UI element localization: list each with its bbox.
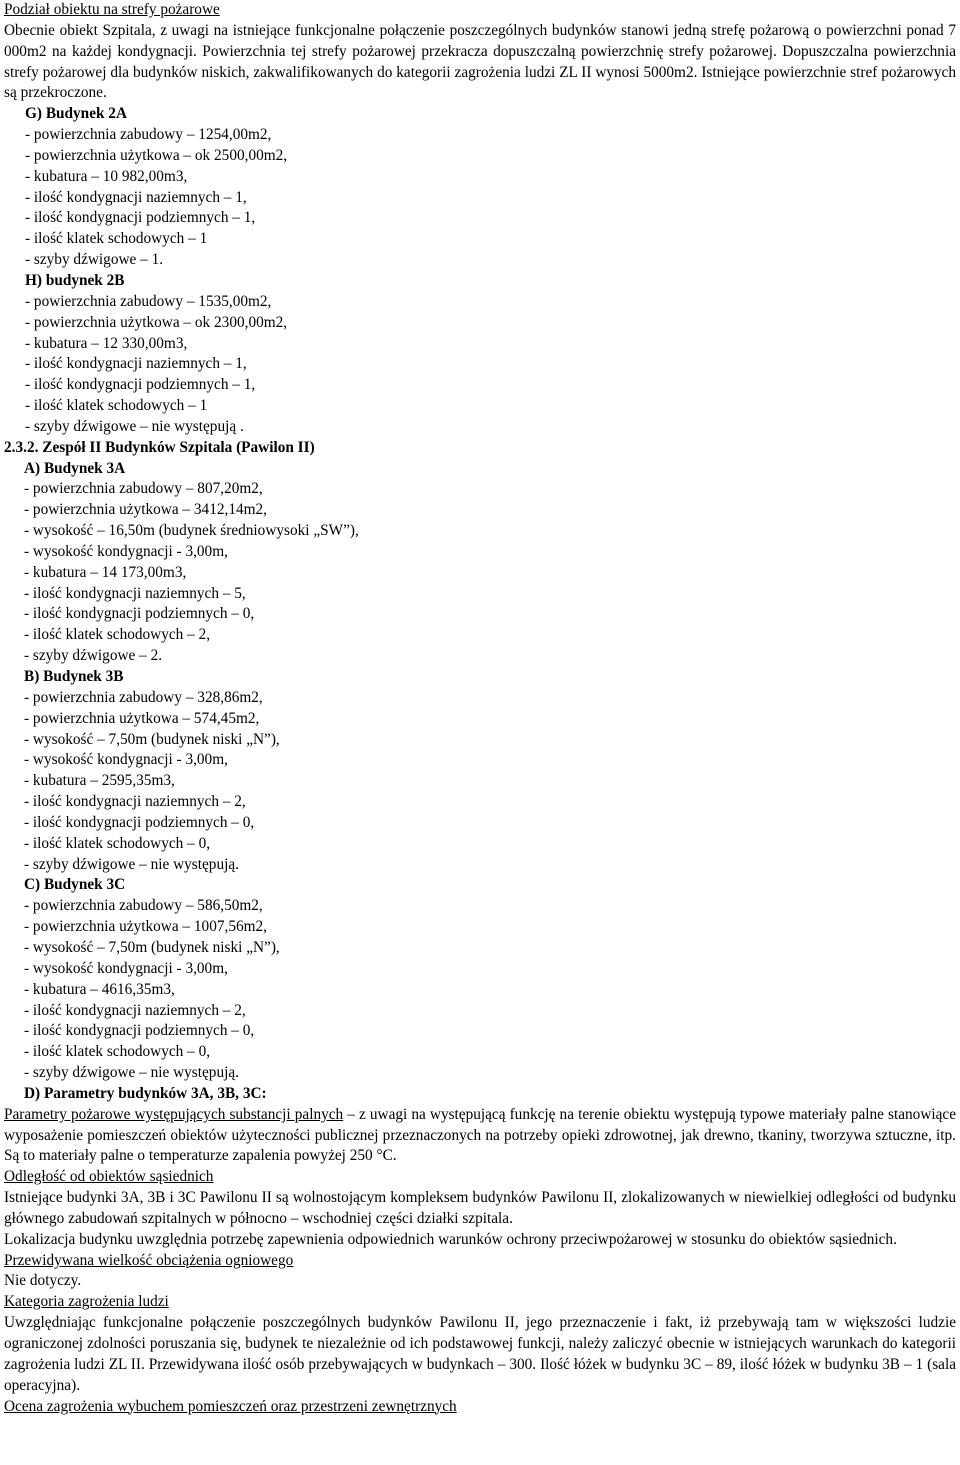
parameter-item: - szyby dźwigowe – nie występują. [24, 1064, 239, 1082]
building-3c-section [4, 875, 956, 1104]
fire-params-label: Parametry pożarowe występujących substancji palnych [4, 1105, 344, 1123]
parameter-item: - wysokość kondygnacji - 3,00m, [24, 959, 228, 977]
parameter-item: - powierzchnia zabudowy – 807,20m2, [24, 480, 263, 498]
building-2a-params [25, 125, 956, 271]
parameter-item: - ilość klatek schodowych – 0, [24, 834, 211, 852]
fire-params-text: – z uwagi na występującą funkcję na terenie obiektu występują typowe materiały palne stanowiące wyposażenie pomieszczeń obiektów użyteczności publicznej przeznaczonych na potrzeby opieki zdrowotnej, jak drewno, tkaniny, tworzywa sztuczne, itp. Są to materiały palne o temperaturze zapalenia powyżej 250 °C. [4, 1105, 956, 1165]
building-2b-params [25, 292, 956, 438]
parameter-item: - ilość kondygnacji podziemnych – 1, [25, 209, 256, 227]
building-3a-section [4, 459, 956, 667]
fire-zones-paragraph: Obecnie obiekt Szpitala, z uwagi na istniejące funkcjonalne połączenie poszczególnych budynków stanowi jedną strefę pożarową o powierzchni ponad 7 000m2 na każdej kondygnacji. Powierzchnia tej strefy pożarowej przekracza dopuszczalną powierzchnię strefy pożarowej. Dopuszczalna powierzchnia strefy pożarowej dla budynków niskich, zakwalifikowanych do kategorii zagrożenia ludzi ZL II wynosi 5000m2. Istniejące powierzchnie stref pożarowych są przekroczone. [4, 21, 956, 102]
parameter-item: - szyby dźwigowe – nie występują. [24, 855, 239, 873]
building-2b-section [4, 271, 956, 438]
building-3a-title: A) Budynek 3A [24, 459, 126, 477]
parameter-item: - wysokość kondygnacji - 3,00m, [24, 542, 228, 560]
parameter-item: - powierzchnia użytkowa – 1007,56m2, [24, 918, 267, 936]
parameter-item: - powierzchnia zabudowy – 586,50m2, [24, 897, 263, 915]
parameter-item: - powierzchnia użytkowa – ok 2500,00m2, [25, 146, 288, 164]
parameter-item: - ilość klatek schodowych – 0, [24, 1043, 211, 1061]
parameter-item: - ilość kondygnacji naziemnych – 2, [24, 1001, 246, 1019]
parameter-item: - szyby dźwigowe – 1. [25, 251, 164, 269]
distance-heading: Odległość od obiektów sąsiednich [4, 1168, 214, 1186]
fire-load-text: Nie dotyczy. [4, 1272, 82, 1290]
building-3c-title: C) Budynek 3C [24, 876, 126, 894]
parameter-item: - powierzchnia zabudowy – 328,86m2, [24, 688, 263, 706]
parameter-item: - kubatura – 12 330,00m3, [25, 334, 188, 352]
building-2a-title: G) Budynek 2A [25, 105, 128, 123]
parameter-item: - powierzchnia użytkowa – ok 2300,00m2, [25, 313, 288, 331]
parameter-item: - powierzchnia użytkowa – 3412,14m2, [24, 501, 267, 519]
parameter-item: - wysokość kondygnacji - 3,00m, [24, 751, 228, 769]
parameter-item: - powierzchnia zabudowy – 1535,00m2, [25, 292, 272, 310]
parameter-item: - ilość kondygnacji podziemnych – 1, [25, 376, 256, 394]
parameter-item: - kubatura – 10 982,00m3, [25, 167, 188, 185]
parameter-item: - kubatura – 4616,35m3, [24, 980, 175, 998]
fire-params-paragraph [4, 1105, 956, 1168]
building-3c-params [24, 896, 956, 1084]
distance-paragraph-2: Lokalizacja budynku uwzględnia potrzebę zapewnienia odpowiednich warunków ochrony przeciwpożarowej w stosunku do obiektów sąsiednich. [4, 1230, 897, 1248]
building-3b-params [24, 688, 956, 876]
parameter-item: - ilość kondygnacji podziemnych – 0, [24, 605, 255, 623]
risk-category-heading: Kategoria zagrożenia ludzi [4, 1293, 169, 1311]
parameter-item: - powierzchnia zabudowy – 1254,00m2, [25, 126, 272, 144]
building-2b-title: H) budynek 2B [25, 271, 125, 289]
document-page [4, 0, 956, 1417]
distance-paragraph-1: Istniejące budynki 3A, 3B i 3C Pawilonu II są wolnostojącym kompleksem budynków Pawilonu II, zlokalizowanych w niewielkiej odległości od budynku głównego zabudowań szpitalnych w północno – wschodniej części działki szpitala. [4, 1189, 956, 1227]
risk-category-paragraph: Uwzględniając funkcjonalne połączenie poszczególnych budynków Pawilonu II, jego przeznaczenie i fakt, iż przebywają tam w większości ludzie ograniczonej zdolności poruszania się, budynek te niezależnie od ich podstawowej funkcji, należy zaliczyć obecnie w istniejących warunkach do kategorii zagrożenia ludzi ZL II. Przewidywana ilość osób przebywających w budynkach – 300. Ilość łóżek w budynku 3C – 89, ilość łóżek w budynku 3B – 1 (sala operacyjna). [4, 1314, 956, 1394]
section-heading-pavilion-2: 2.3.2. Zespół II Budynków Szpitala (Pawilon II) [4, 438, 315, 456]
parameter-item: - szyby dźwigowe – 2. [24, 647, 163, 665]
parameter-item: - wysokość – 7,50m (budynek niski „N”), [24, 938, 280, 956]
building-params-heading: D) Parametry budynków 3A, 3B, 3C: [24, 1084, 267, 1102]
fire-zones-heading: Podział obiektu na strefy pożarowe [4, 1, 220, 18]
building-3a-params [24, 479, 956, 667]
parameter-item: - ilość kondygnacji naziemnych – 2, [24, 793, 246, 811]
parameter-item: - ilość kondygnacji podziemnych – 0, [24, 813, 255, 831]
parameter-item: - ilość klatek schodowych – 2, [24, 626, 211, 644]
parameter-item: - kubatura – 2595,35m3, [24, 772, 175, 790]
parameter-item: - szyby dźwigowe – nie występują . [25, 417, 244, 435]
parameter-item: - ilość kondygnacji naziemnych – 1, [25, 188, 247, 206]
parameter-item: - wysokość – 7,50m (budynek niski „N”), [24, 730, 280, 748]
explosion-risk-heading: Ocena zagrożenia wybuchem pomieszczeń oraz przestrzeni zewnętrznych [4, 1397, 457, 1415]
parameter-item: - ilość klatek schodowych – 1 [25, 230, 208, 248]
fire-load-heading: Przewidywana wielkość obciążenia ogniowego [4, 1251, 294, 1269]
parameter-item: - ilość klatek schodowych – 1 [25, 397, 208, 415]
parameter-item: - powierzchnia użytkowa – 574,45m2, [24, 709, 260, 727]
building-3b-title: B) Budynek 3B [24, 668, 124, 685]
parameter-item: - kubatura – 14 173,00m3, [24, 563, 187, 581]
parameter-item: - ilość kondygnacji naziemnych – 5, [24, 584, 246, 602]
parameter-item: - ilość kondygnacji podziemnych – 0, [24, 1022, 255, 1040]
parameter-item: - ilość kondygnacji naziemnych – 1, [25, 355, 247, 373]
building-2a-section [4, 104, 956, 271]
building-3b-section [4, 667, 956, 875]
parameter-item: - wysokość – 16,50m (budynek średniowysoki „SW”), [24, 522, 359, 540]
